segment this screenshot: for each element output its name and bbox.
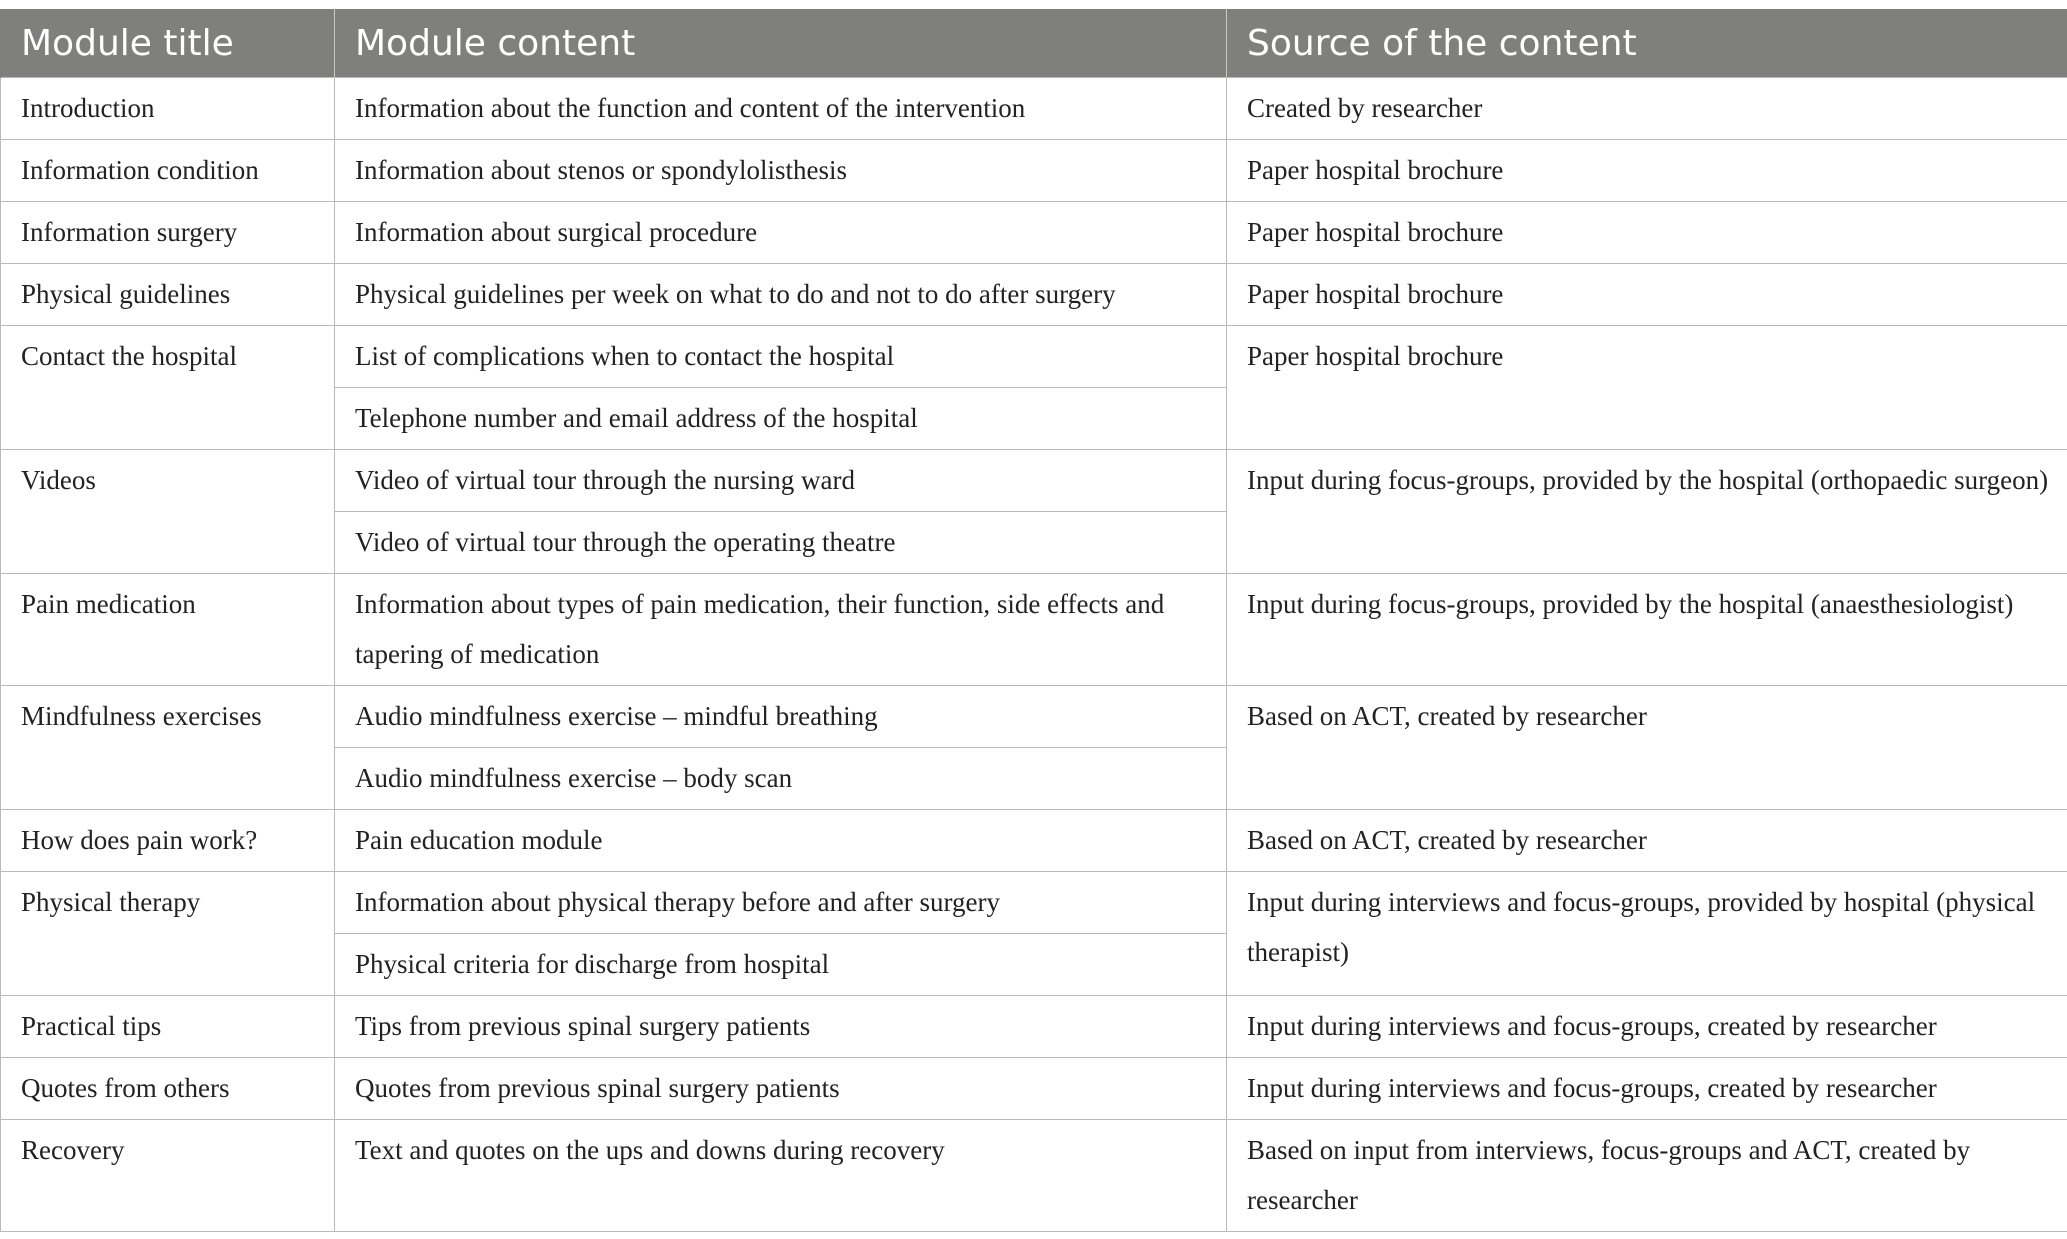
table-row [1, 872, 2067, 934]
content-source: Input during interviews and focus-groups, provided by hospital (physical therapist) [1247, 887, 2036, 967]
source-cell [1227, 996, 2067, 1058]
module-content-cell [335, 1058, 1227, 1120]
module-content: Physical guidelines per week on what to do and not to do after surgery [355, 279, 1116, 309]
module-content-cell [335, 264, 1227, 326]
table-body [1, 78, 2067, 1232]
table-row [1, 202, 2067, 264]
module-title: Mindfulness exercises [21, 701, 262, 731]
module-content-cell [335, 872, 1227, 934]
source-cell [1227, 810, 2067, 872]
content-source: Based on ACT, created by researcher [1247, 825, 1647, 855]
module-title: Physical therapy [21, 887, 201, 917]
table-row [1, 264, 2067, 326]
module-title-cell [1, 450, 335, 574]
table-row [1, 810, 2067, 872]
module-title: Introduction [21, 93, 155, 123]
module-content: Information about the function and content of the intervention [355, 93, 1026, 123]
module-title: Pain medication [21, 589, 196, 619]
source-cell [1227, 264, 2067, 326]
module-content: Information about physical therapy before and after surgery [355, 887, 1001, 917]
module-title: Videos [21, 465, 96, 495]
source-cell [1227, 202, 2067, 264]
source-cell [1227, 1120, 2067, 1232]
content-source: Paper hospital brochure [1247, 155, 1504, 185]
source-cell [1227, 1058, 2067, 1120]
module-title-cell [1, 872, 335, 996]
content-source: Input during interviews and focus-groups, created by researcher [1247, 1073, 1937, 1103]
module-content: Video of virtual tour through the nursing ward [355, 465, 856, 495]
module-content: Quotes from previous spinal surgery patients [355, 1073, 840, 1103]
source-cell [1227, 872, 2067, 996]
module-title: Physical guidelines [21, 279, 231, 309]
module-content-cell [335, 748, 1227, 810]
table-row [1, 574, 2067, 686]
module-title-cell [1, 810, 335, 872]
module-content-cell [335, 996, 1227, 1058]
module-title-cell [1, 1120, 335, 1232]
content-source: Paper hospital brochure [1247, 341, 1504, 371]
module-content-cell [335, 810, 1227, 872]
module-title: Quotes from others [21, 1073, 230, 1103]
module-title: Information surgery [21, 217, 238, 247]
content-source: Paper hospital brochure [1247, 279, 1504, 309]
table-row [1, 686, 2067, 748]
module-title-cell [1, 326, 335, 450]
module-content: Physical criteria for discharge from hospital [355, 949, 830, 979]
table-row [1, 996, 2067, 1058]
content-source: Based on input from interviews, focus-groups and ACT, created by researcher [1247, 1135, 1971, 1215]
content-source: Created by researcher [1247, 93, 1483, 123]
content-source: Input during focus-groups, provided by the hospital (anaesthesiologist) [1247, 589, 2014, 619]
module-table-container [0, 9, 2067, 1232]
source-cell [1227, 326, 2067, 450]
module-content-cell [335, 388, 1227, 450]
header-source: Source of the content [1227, 9, 2067, 78]
module-content: Audio mindfulness exercise – body scan [355, 763, 793, 793]
module-content-cell [335, 326, 1227, 388]
table-row [1, 78, 2067, 140]
content-source: Paper hospital brochure [1247, 217, 1504, 247]
module-content-cell [335, 140, 1227, 202]
module-title-cell [1, 264, 335, 326]
source-cell [1227, 450, 2067, 574]
module-title: Information condition [21, 155, 259, 185]
table-row [1, 450, 2067, 512]
module-content: Pain education module [355, 825, 603, 855]
module-content-cell [335, 202, 1227, 264]
table-header [1, 9, 2067, 78]
module-content: Information about stenos or spondylolisthesis [355, 155, 847, 185]
table-row [1, 1058, 2067, 1120]
module-title-cell [1, 78, 335, 140]
module-title: Contact the hospital [21, 341, 237, 371]
module-content-cell [335, 1120, 1227, 1232]
source-cell [1227, 78, 2067, 140]
module-title: How does pain work? [21, 825, 258, 855]
module-content-cell [335, 574, 1227, 686]
module-content: Information about types of pain medication, their function, side effects and tapering of medication [355, 589, 1165, 669]
table-row [1, 326, 2067, 388]
module-content: Telephone number and email address of the hospital [355, 403, 918, 433]
source-cell [1227, 686, 2067, 810]
module-title-cell [1, 686, 335, 810]
content-source: Input during focus-groups, provided by the hospital (orthopaedic surgeon) [1247, 465, 2049, 495]
header-row [1, 9, 2067, 78]
module-content-cell [335, 934, 1227, 996]
module-content: Video of virtual tour through the operating theatre [355, 527, 896, 557]
content-source: Input during interviews and focus-groups, created by researcher [1247, 1011, 1937, 1041]
module-content: List of complications when to contact the hospital [355, 341, 895, 371]
header-module-content: Module content [335, 9, 1227, 78]
module-title-cell [1, 202, 335, 264]
header-module-title: Module title [1, 9, 335, 78]
module-content: Text and quotes on the ups and downs during recovery [355, 1135, 945, 1165]
module-content: Tips from previous spinal surgery patients [355, 1011, 811, 1041]
table-row [1, 140, 2067, 202]
module-content-cell [335, 512, 1227, 574]
module-title-cell [1, 140, 335, 202]
module-title: Practical tips [21, 1011, 162, 1041]
module-content: Audio mindfulness exercise – mindful breathing [355, 701, 878, 731]
content-source: Based on ACT, created by researcher [1247, 701, 1647, 731]
source-cell [1227, 140, 2067, 202]
module-content-cell [335, 450, 1227, 512]
module-content-cell [335, 78, 1227, 140]
module-content-cell [335, 686, 1227, 748]
module-title-cell [1, 996, 335, 1058]
module-title: Recovery [21, 1135, 125, 1165]
module-title-cell [1, 1058, 335, 1120]
table-row [1, 1120, 2067, 1232]
module-table [0, 9, 2067, 1232]
module-content: Information about surgical procedure [355, 217, 758, 247]
source-cell [1227, 574, 2067, 686]
module-title-cell [1, 574, 335, 686]
